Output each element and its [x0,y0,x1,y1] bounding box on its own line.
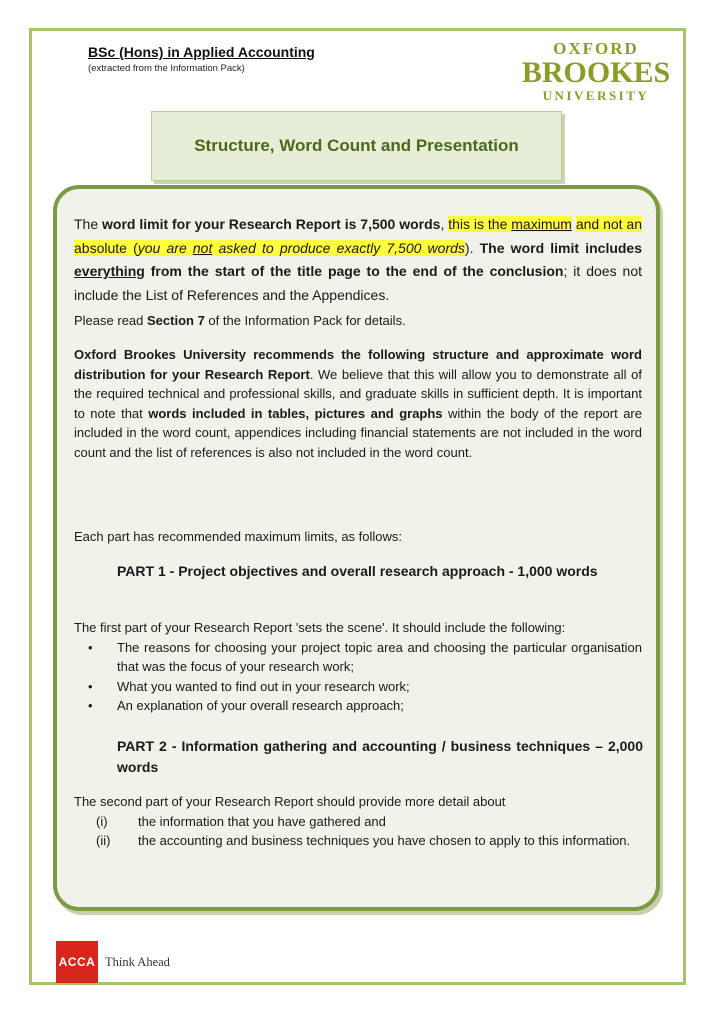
list-item-text: the information that you have gathered and [138,813,386,829]
intro-bold-word-limit: word limit for your Research Report is 7,500 words [102,216,441,232]
intro-italic-1: you are [137,239,193,256]
intro-italic-not: not [192,239,213,256]
logo-line-university: UNIVERSITY [542,88,650,103]
part1-intro: The first part of your Research Report 'sets the scene'. It should include the following: [74,620,566,635]
acca-badge: ACCA [56,941,98,983]
list-item [74,677,642,697]
oxford-brookes-logo [521,40,671,104]
section-ref-text-1: Please read [74,313,147,328]
list-item-text: the accounting and business techniques you have chosen to apply to this information. [138,833,631,848]
intro-italic-2: asked to produce exactly 7,500 words [212,239,465,256]
recommendation-paragraph [74,345,642,462]
list-item-number: (i) [96,813,108,829]
intro-text-3: ). [464,239,480,256]
section-reference-paragraph [74,311,642,331]
part2-heading: PART 2 - Information gathering and accounting / business techniques – 2,000 words [117,738,643,775]
section-banner [151,111,562,181]
part1-bullet-list [74,638,642,716]
section-ref-bold: Section 7 [147,313,205,328]
word-limit-paragraph [74,213,642,307]
section-banner-title: Structure, Word Count and Presentation [194,136,519,155]
logo-line-oxford: OXFORD [553,39,639,58]
intro-everything: everything [74,263,145,279]
list-item-text: An explanation of your overall research approach; [117,698,404,713]
intro-text-1: The [74,216,103,232]
intro-highlight-text-2: and not an absolute ( [74,216,642,256]
bullet-icon: • [88,639,93,655]
bullet-icon: • [88,698,93,713]
part2-content [74,792,642,851]
list-item-number: (ii) [96,833,111,848]
list-item-text: The reasons for choosing your project topic area and choosing the particular organisation that was the focus of your research work; [117,639,642,674]
part2-intro: The second part of your Research Report should provide more detail about [74,794,506,809]
list-item-text: What you wanted to find out in your research work; [117,678,410,694]
part1-content [74,618,642,716]
acca-logo [56,941,170,983]
limits-paragraph: Each part has recommended maximum limits, as follows: [74,529,403,544]
intro-text-4: ; it does not include the List of References and the Appendices. [74,263,642,303]
document-subtitle: (extracted from the Information Pack) [88,63,245,74]
bullet-icon: • [88,678,93,694]
document-title: BSc (Hons) in Applied Accounting [88,44,315,60]
part2-numbered-list [74,812,642,851]
intro-text-2: , [440,216,449,232]
list-item [74,812,642,832]
recommend-bold-1: Oxford Brookes University recommends the following structure and approximate word distribution for your Research Report [74,347,642,382]
intro-highlight-text: this is the [448,216,512,232]
intro-bold-2: The word limit includes [479,239,643,256]
part1-heading: PART 1 - Project objectives and overall research approach - 1,000 words [117,563,598,579]
intro-maximum: maximum [511,216,572,232]
recommend-text-2: within the body of the report are included in the word count, appendices including financial statements are not included in the word count and the list of references is also not included in the word count. [74,405,642,460]
intro-bold-3: from the start of the title page to the end of the conclusion [144,263,564,279]
recommend-bold-2: words included in tables, pictures and graphs [148,405,443,421]
section-ref-text-2: of the Information Pack for details. [204,313,406,328]
list-item [74,831,642,851]
list-item [74,696,642,716]
recommend-text-1: . We believe that this will allow you to demonstrate all of the required technical and professional skills, and graduate skills in sufficient depth. It is important to note that [74,366,642,421]
logo-line-brookes: BROOKES [521,56,671,89]
list-item [74,638,642,677]
intro-highlight-1 [448,216,572,232]
acca-tagline: Think Ahead [105,954,170,969]
